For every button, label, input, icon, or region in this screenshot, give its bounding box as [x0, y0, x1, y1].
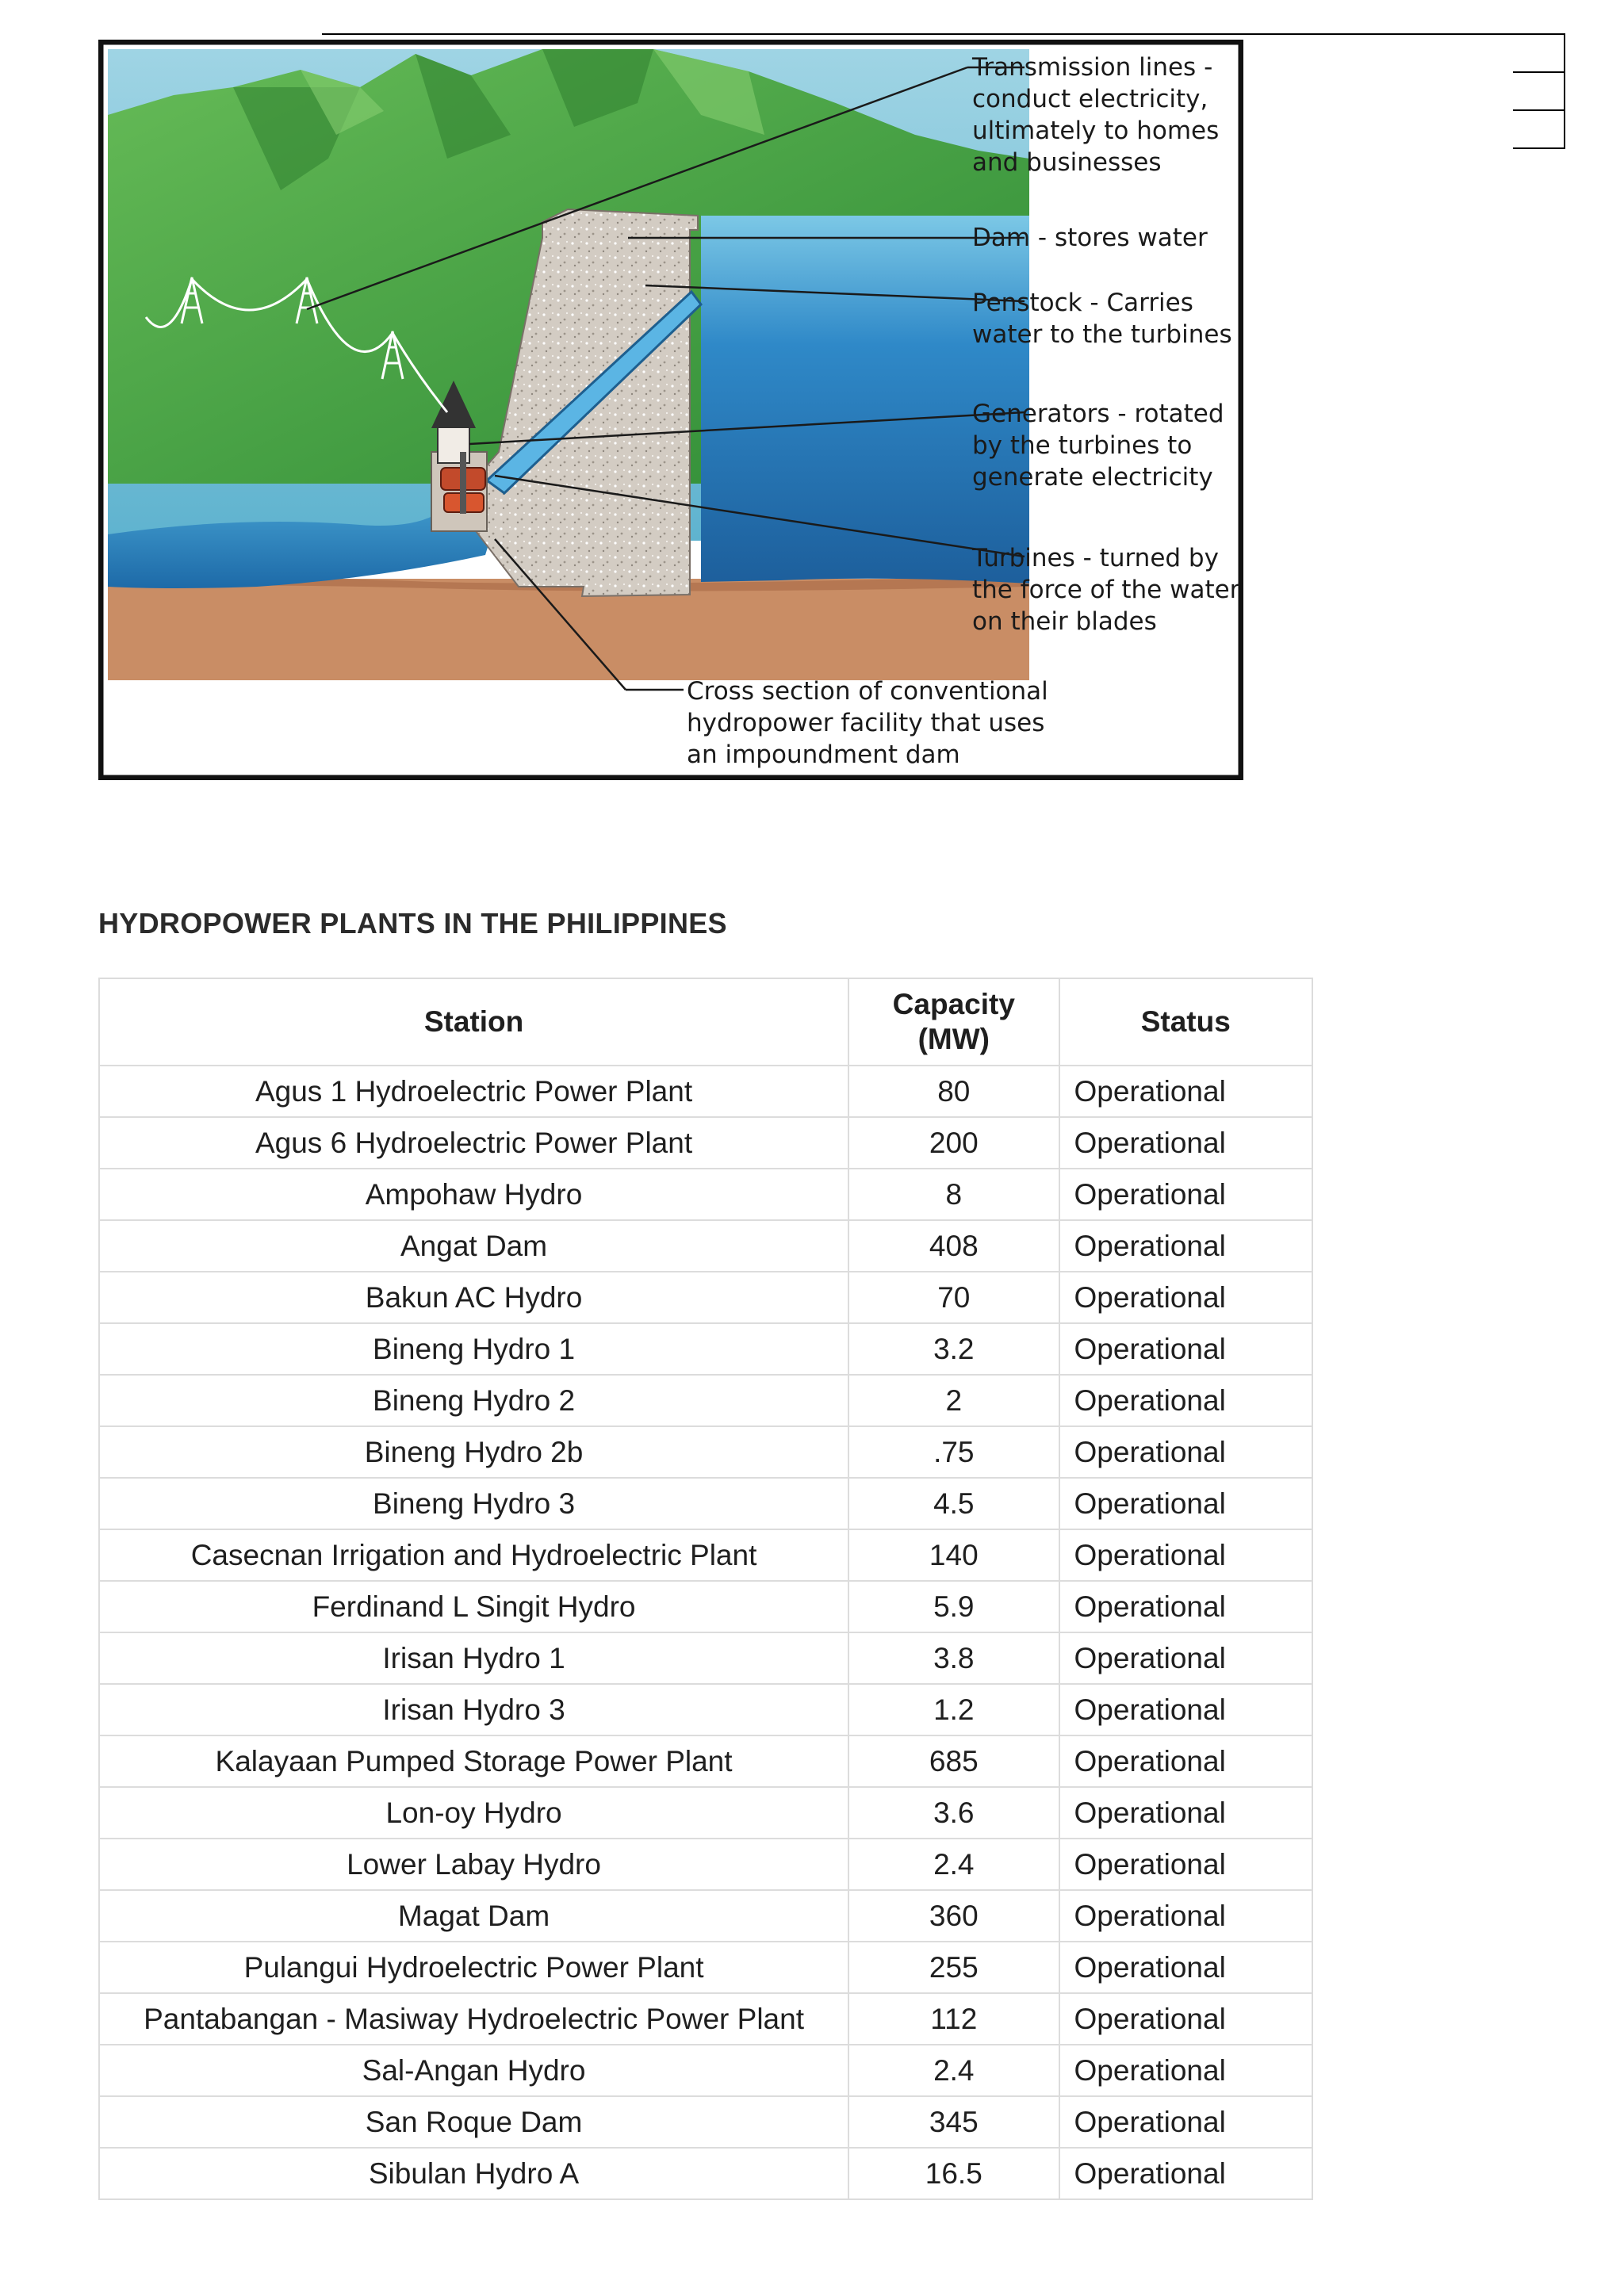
header-capacity [848, 978, 1059, 1066]
ground [108, 579, 1029, 680]
table-row [99, 1684, 1312, 1735]
header-status: Status [1059, 978, 1312, 1066]
table-row [99, 1632, 1312, 1684]
hydropower-plants-table [98, 978, 1313, 2200]
capacity-cell: 5.9 [848, 1581, 1059, 1632]
table-row [99, 1220, 1312, 1272]
table-row [99, 1735, 1312, 1787]
status-cell: Operational [1059, 1529, 1312, 1581]
capacity-cell: 685 [848, 1735, 1059, 1787]
capacity-cell: 360 [848, 1890, 1059, 1942]
station-cell: Irisan Hydro 3 [99, 1684, 848, 1735]
capacity-cell: 2 [848, 1375, 1059, 1426]
status-cell: Operational [1059, 1426, 1312, 1478]
table-body [99, 1066, 1312, 2199]
station-cell: Casecnan Irrigation and Hydroelectric Plant [99, 1529, 848, 1581]
status-cell: Operational [1059, 1839, 1312, 1890]
station-cell: Agus 6 Hydroelectric Power Plant [99, 1117, 848, 1169]
status-cell: Operational [1059, 1735, 1312, 1787]
status-cell: Operational [1059, 1581, 1312, 1632]
station-cell: Bakun AC Hydro [99, 1272, 848, 1323]
table-row [99, 2045, 1312, 2096]
label-transmission: Transmission lines - conduct electricity, ultimately to homes and businesses [972, 53, 1220, 177]
status-cell: Operational [1059, 1220, 1312, 1272]
station-cell: San Roque Dam [99, 2096, 848, 2148]
capacity-cell: 80 [848, 1066, 1059, 1117]
station-cell: Ampohaw Hydro [99, 1169, 848, 1220]
table-row [99, 1890, 1312, 1942]
station-cell: Lower Labay Hydro [99, 1839, 848, 1890]
station-cell: Bineng Hydro 1 [99, 1323, 848, 1375]
capacity-cell: 112 [848, 1993, 1059, 2045]
table-row [99, 1478, 1312, 1529]
label-caption: Cross section of conventional hydropower facility that uses an impoundment dam [687, 677, 1048, 769]
table-header-row [99, 978, 1312, 1066]
section-title: HYDROPOWER PLANTS IN THE PHILIPPINES [98, 907, 727, 939]
label-penstock: Penstock - Carries water to the turbines [972, 289, 1232, 349]
label-dam: Dam - stores water [972, 224, 1208, 252]
header-capacity-line2: (MW) [917, 1023, 990, 1055]
capacity-cell: 2.4 [848, 1839, 1059, 1890]
status-cell: Operational [1059, 1942, 1312, 1993]
table-row [99, 1581, 1312, 1632]
status-cell: Operational [1059, 1375, 1312, 1426]
station-cell: Pantabangan - Masiway Hydroelectric Power Plant [99, 1993, 848, 2045]
table-row [99, 1169, 1312, 1220]
status-cell: Operational [1059, 1117, 1312, 1169]
capacity-cell: 8 [848, 1169, 1059, 1220]
status-cell: Operational [1059, 1323, 1312, 1375]
side-rule-2 [1513, 109, 1565, 111]
side-rule-3 [1513, 147, 1565, 149]
header-capacity-line1: Capacity [892, 988, 1015, 1020]
status-cell: Operational [1059, 2045, 1312, 2096]
capacity-cell: 3.2 [848, 1323, 1059, 1375]
turbine-shaft [460, 452, 466, 514]
station-cell: Bineng Hydro 3 [99, 1478, 848, 1529]
station-cell: Sal-Angan Hydro [99, 2045, 848, 2096]
capacity-cell: 3.8 [848, 1632, 1059, 1684]
capacity-cell: 4.5 [848, 1478, 1059, 1529]
table-row [99, 1529, 1312, 1581]
status-cell: Operational [1059, 1066, 1312, 1117]
status-cell: Operational [1059, 1272, 1312, 1323]
capacity-cell: 70 [848, 1272, 1059, 1323]
capacity-cell: 200 [848, 1117, 1059, 1169]
label-generators: Generators - rotated by the turbines to generate electricity [972, 400, 1224, 492]
capacity-cell: 140 [848, 1529, 1059, 1581]
hydropower-diagram [98, 40, 1243, 780]
table-row [99, 1066, 1312, 1117]
status-cell: Operational [1059, 1993, 1312, 2045]
station-cell: Ferdinand L Singit Hydro [99, 1581, 848, 1632]
table-row [99, 1117, 1312, 1169]
station-cell: Agus 1 Hydroelectric Power Plant [99, 1066, 848, 1117]
table-row [99, 1787, 1312, 1839]
station-cell: Lon-oy Hydro [99, 1787, 848, 1839]
capacity-cell: .75 [848, 1426, 1059, 1478]
status-cell: Operational [1059, 1684, 1312, 1735]
station-cell: Angat Dam [99, 1220, 848, 1272]
capacity-cell: 345 [848, 2096, 1059, 2148]
table-row [99, 1839, 1312, 1890]
status-cell: Operational [1059, 1787, 1312, 1839]
station-cell: Magat Dam [99, 1890, 848, 1942]
capacity-cell: 255 [848, 1942, 1059, 1993]
status-cell: Operational [1059, 1478, 1312, 1529]
station-cell: Kalayaan Pumped Storage Power Plant [99, 1735, 848, 1787]
table-row [99, 2148, 1312, 2199]
status-cell: Operational [1059, 1632, 1312, 1684]
top-rule-right-edge [1564, 33, 1565, 147]
table-row [99, 1323, 1312, 1375]
table-row [99, 2096, 1312, 2148]
station-cell: Irisan Hydro 1 [99, 1632, 848, 1684]
scene [108, 49, 1029, 680]
table-row [99, 1942, 1312, 1993]
label-turbines: Turbines - turned by the force of the water on their blades [972, 544, 1240, 636]
station-cell: Bineng Hydro 2b [99, 1426, 848, 1478]
table-row [99, 1375, 1312, 1426]
status-cell: Operational [1059, 1890, 1312, 1942]
header-station: Station [99, 978, 848, 1066]
status-cell: Operational [1059, 2096, 1312, 2148]
status-cell: Operational [1059, 1169, 1312, 1220]
side-rule-1 [1513, 71, 1565, 73]
capacity-cell: 2.4 [848, 2045, 1059, 2096]
top-rule [322, 33, 1565, 35]
capacity-cell: 408 [848, 1220, 1059, 1272]
status-cell: Operational [1059, 2148, 1312, 2199]
capacity-cell: 1.2 [848, 1684, 1059, 1735]
station-cell: Sibulan Hydro A [99, 2148, 848, 2199]
station-cell: Bineng Hydro 2 [99, 1375, 848, 1426]
table-row [99, 1426, 1312, 1478]
capacity-cell: 16.5 [848, 2148, 1059, 2199]
capacity-cell: 3.6 [848, 1787, 1059, 1839]
table-row [99, 1993, 1312, 2045]
station-cell: Pulangui Hydroelectric Power Plant [99, 1942, 848, 1993]
table-row [99, 1272, 1312, 1323]
